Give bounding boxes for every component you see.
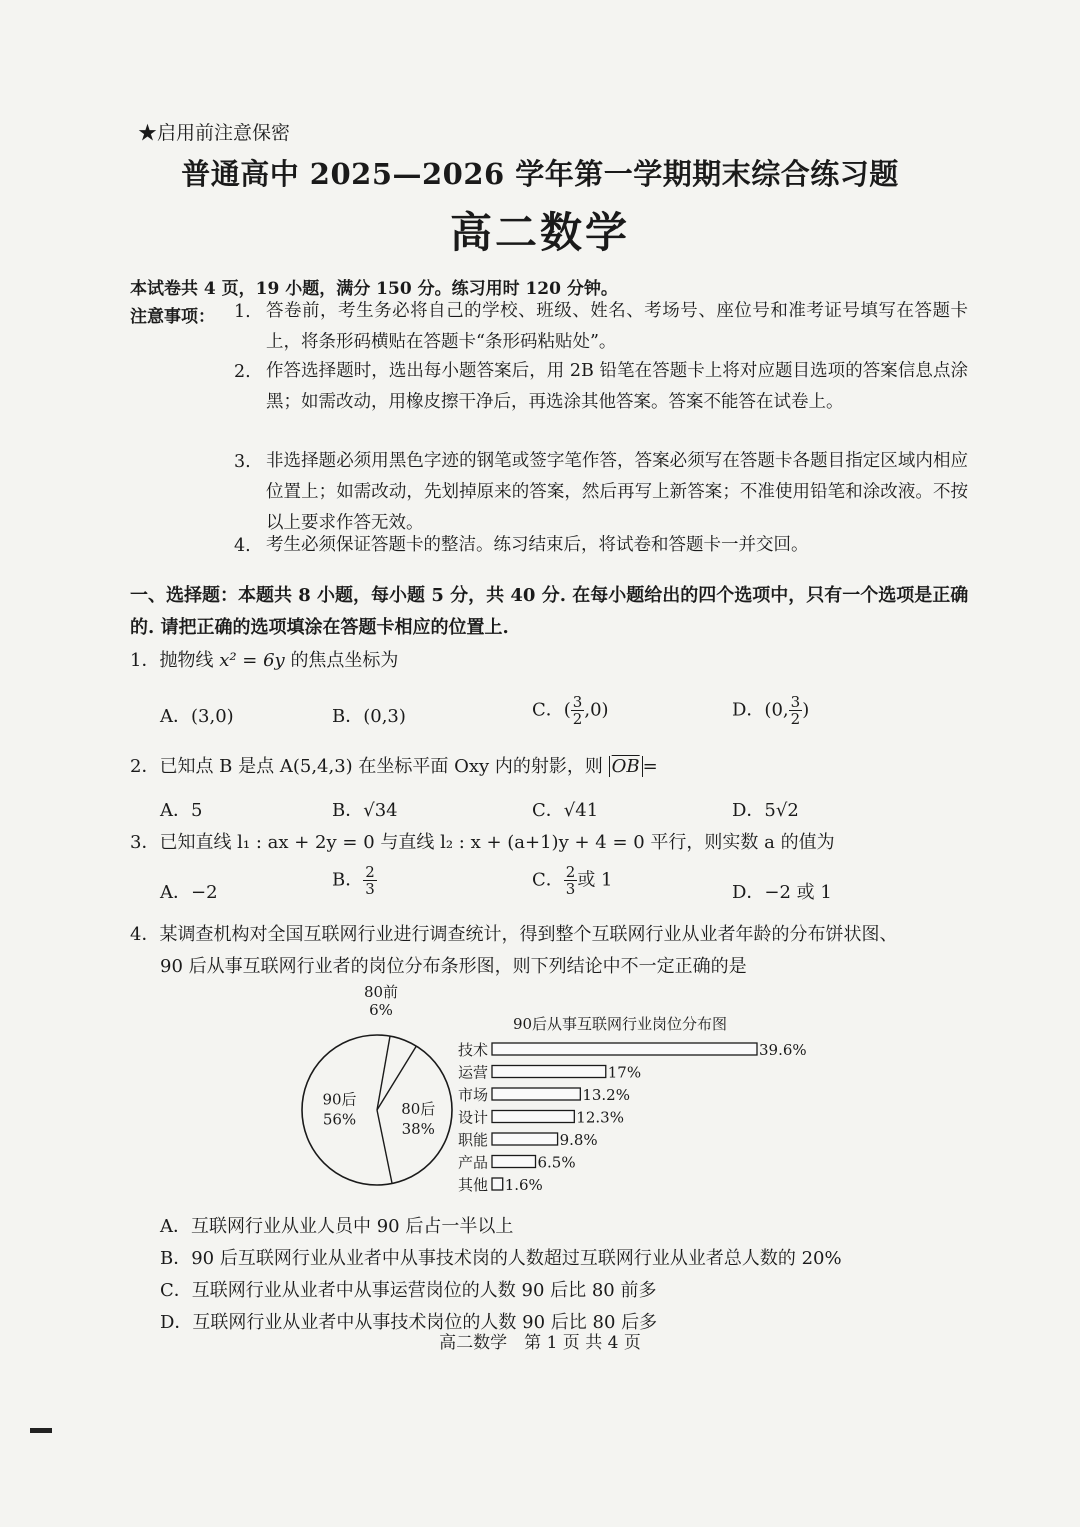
note-number: 2. [234,362,251,382]
option-text: C．( [532,699,571,721]
charts-area [290,980,830,1200]
pie-label-value: 6% [369,1001,393,1019]
bar-其他 [492,1178,503,1190]
bar-category-label: 其他 [457,1176,488,1194]
option-text: B． [332,869,364,891]
pie-slice-90后 [377,1110,392,1183]
notes-label: 注意事项： [130,307,215,327]
fraction [564,864,578,897]
pie-label-category: 80后 [401,1099,436,1118]
option-text: C． [532,869,564,891]
numerator: 3 [790,693,801,711]
bar-运营 [492,1066,606,1078]
option-b [332,864,377,897]
bar-value-label: 13.2% [582,1086,630,1104]
option-text: ,0) [584,699,609,721]
option-d: D．互联网行业从业者中从事技术岗位的人数 90 后比 80 后多 [160,1312,658,1333]
option-b: B．90 后互联网行业从业者中从事技术岗的人数超过互联网行业从业者总人数的 20% [160,1248,842,1269]
note-item: 答卷前，考生务必将自己的学校、班级、姓名、考场号、座位号和准考证号填写在答题卡上，将条形码横贴在答题卡“条形码粘贴处”。 [266,301,968,352]
bar-设计 [492,1111,574,1123]
bar-value-label: 1.6% [504,1176,543,1194]
math-expression: x² = 6y [219,650,285,671]
vector-magnitude [609,756,643,777]
note-number: 4. [234,536,251,556]
pie-label-value: 56% [322,1110,357,1129]
denominator: 3 [565,880,576,898]
option-text: 或 1 [577,869,613,891]
exam-title: 普通高中 2025—2026 学年第一学期期末综合练习题 [181,157,899,191]
pie-label-value: 38% [401,1119,435,1138]
bar-value-label: 6.5% [537,1153,576,1172]
denominator: 2 [790,710,801,728]
charts-svg [290,980,830,1200]
section-heading: 一、选择题：本题共 8 小题，每小题 5 分，共 40 分. 在每小题给出的四个选项中，只有一个选项是正确的. 请把正确的选项填涂在答题卡相应的位置上. [130,585,969,638]
vector-ob: $\overline{OB}$ [611,756,640,777]
bar-职能 [492,1133,558,1145]
subject-title: 高二数学 [449,208,630,257]
question-3: 3．已知直线 l₁ : ax + 2y = 0 与直线 l₂ : x + (a+1)y + 4 = 0 平行，则实数 a 的值为 [130,832,835,853]
bar-value-label: 17% [607,1063,642,1082]
option-d: D．5√2 [732,800,799,821]
option-c [532,864,613,897]
note-item: 非选择题必须用黑色字迹的钢笔或签字笔作答，答案必须写在答题卡各题目指定区域内相应位置上；如需改动，先划掉原来的答案，然后再写上新答案；不准使用铅笔和涂改液。不按以上要求作答无效。 [266,451,968,533]
option-c: C．互联网行业从业者中从事运营岗位的人数 90 后比 80 前多 [160,1280,657,1301]
exam-info: 本试卷共 4 页，19 小题，满分 150 分。练习用时 120 分钟。 [130,279,618,299]
note-number: 1. [234,302,251,322]
bar-value-label: 39.6% [759,1041,807,1059]
bar-value-label: 12.3% [576,1108,624,1127]
bar-category-label: 市场 [457,1086,488,1104]
question-stem: 2．已知点 B 是点 A(5,4,3) 在坐标平面 Oxy 内的射影，则 [130,756,603,777]
option-d [732,694,809,727]
bar-category-label: 设计 [457,1108,488,1127]
bar-value-label: 9.8% [559,1131,598,1149]
numerator: 3 [572,693,583,711]
bar-category-label: 职能 [457,1131,488,1149]
question-1 [130,646,398,672]
option-c: C．√41 [532,800,599,821]
pie-label-category: 80前 [363,983,399,1001]
option-text: ) [802,699,810,721]
question-4-line2: 90 后从事互联网行业者的岗位分布条形图，则下列结论中不一定正确的是 [160,956,747,977]
bar-市场 [492,1088,580,1100]
note-item: 考生必须保证答题卡的整洁。练习结束后，将试卷和答题卡一并交回。 [266,535,809,555]
bar-chart-title: 90后从事互联网行业岗位分布图 [512,1015,728,1033]
option-a: A．互联网行业从业人员中 90 后占一半以上 [160,1216,514,1237]
pie-label-category: 90后 [322,1090,357,1109]
question-stem: 的焦点坐标为 [290,650,399,671]
option-text: D．(0, [732,699,789,721]
option-a: A．(3,0) [160,706,234,727]
bar-产品 [492,1156,535,1168]
scan-mark [30,1428,52,1433]
fraction [363,864,377,897]
numerator: 2 [365,863,375,881]
bar-category-label: 技术 [457,1041,488,1059]
page-footer: 高二数学 第 1 页 共 4 页 [439,1333,641,1353]
bar-category-label: 运营 [457,1063,488,1082]
denominator: 3 [365,880,375,898]
question-stem: = [642,756,658,777]
note-number: 3. [234,452,251,472]
note-item: 作答选择题时，选出每小题答案后，用 2B 铅笔在答题卡上将对应题目选项的答案信息点涂黑；如需改动，用橡皮擦干净后，再选涂其他答案。答案不能答在试卷上。 [266,361,968,412]
option-c [532,694,609,727]
bar-category-label: 产品 [457,1153,488,1172]
option-a: A．5 [160,800,203,821]
fraction [789,694,803,727]
option-b: B．√34 [332,800,398,821]
option-b: B．(0,3) [332,706,406,727]
fraction [571,694,585,727]
question-4-line1: 4．某调查机构对全国互联网行业进行调查统计，得到整个互联网行业从业者年龄的分布饼状图、 [130,924,898,945]
option-d: D．−2 或 1 [732,882,832,903]
question-stem: 1．抛物线 [130,650,214,671]
confidential-notice: ★启用前注意保密 [138,122,291,144]
option-a: A．−2 [160,882,218,903]
numerator: 2 [565,863,576,881]
bar-技术 [492,1043,757,1055]
question-2 [130,752,658,778]
denominator: 2 [572,710,583,728]
